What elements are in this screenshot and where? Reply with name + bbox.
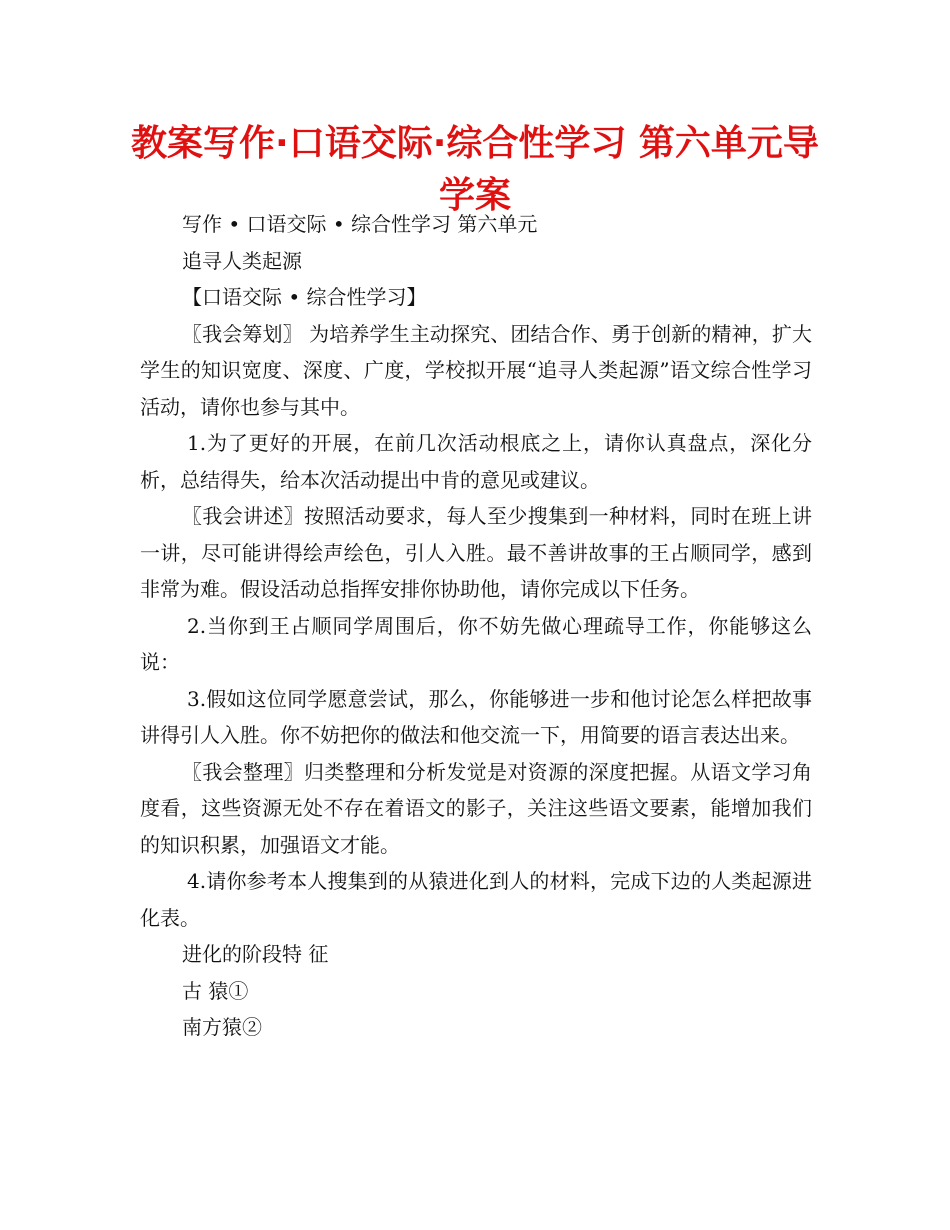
table-header-line: 进化的阶段特 征 [182,942,329,966]
paragraph-topic: 追寻人类起源 [182,248,302,273]
table-row-australopithecus: 南方猿② [182,1015,262,1039]
paragraph-organizing: 〖我会整理〗归类整理和分析发觉是对资源的深度把握。从语文学习角度看，这些资源无处不存在着语文的影子，关注这些语文要素，能增加我们的知识积累，加强语文才能。 [140,759,812,857]
paragraph-section-heading: 【口语交际 • 综合性学习】 [182,285,427,309]
paragraph-task-3: 3.假如这位同学愿意尝试，那么，你能够进一步和他讨论怎么样把故事讲得引人入胜。你不妨把你的做法和他交流一下，用简要的语言表达出来。 [140,686,812,747]
paragraph-narrating: 〖我会讲述〗按照活动要求，每人至少搜集到一种材料，同时在班上讲一讲，尽可能讲得绘声绘色，引人入胜。最不善讲故事的王占顺同学，感到非常为难。假设活动总指挥安排你协助他，请你完成以下任务。 [140,504,812,601]
paragraph-task-1: 1.为了更好的开展，在前几次活动根底之上，请你认真盘点，深化分析，总结得失，给本次活动提出中肯的意见或建议。 [140,431,812,492]
document-title: 教案写作·口语交际·综合性学习 第六单元导学案 [131,123,819,216]
paragraph-planning: 〖我会筹划〗 为培养学生主动探究、团结合作、勇于创新的精神，扩大学生的知识宽度、深度、广度，学校拟开展“追寻人类起源”语文综合性学习活动，请你也参与其中。 [140,321,812,419]
paragraph-task-2: 2.当你到王占顺同学周围后，你不妨先做心理疏导工作，你能够这么说： [140,613,812,674]
document-body [140,206,812,1046]
table-row-ancient-ape: 古 猿① [182,978,249,1003]
paragraph-unit-heading: 写作 • 口语交际 • 综合性学习 第六单元 [182,212,538,236]
paragraph-task-4: 4.请你参考本人搜集到的从猿进化到人的材料，完成下边的人类起源进化表。 [140,869,812,930]
